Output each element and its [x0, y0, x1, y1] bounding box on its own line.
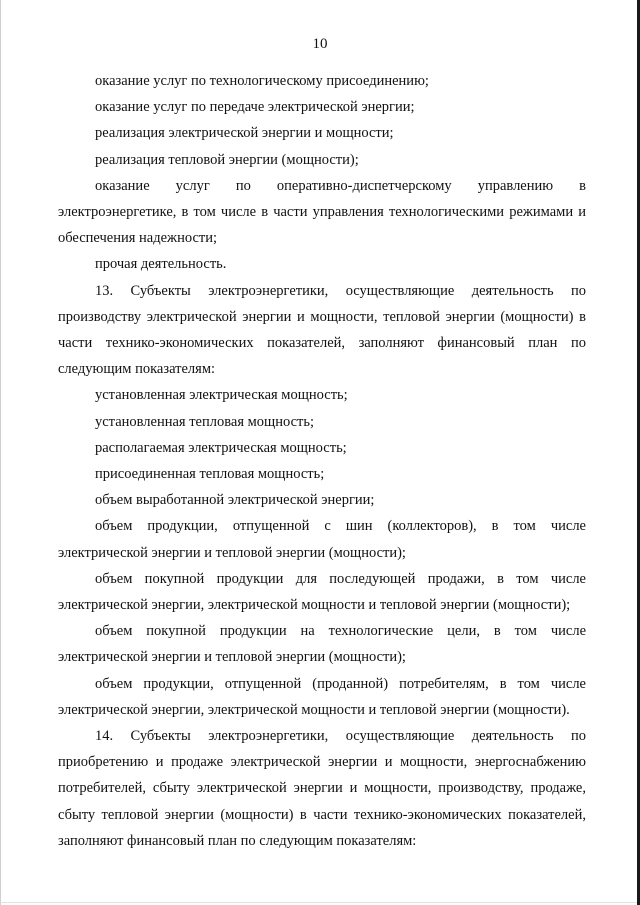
indicator-installed-heat-capacity: установленная тепловая мощность; [95, 413, 315, 430]
clause-13: 13. Субъекты электроэнергетики, осуществляющие деятельность по производству электрической энергии и мощности, тепловой энергии (мощности) в части технико-экономических показателей, заполняют финансовый план по следующим показателям: [58, 282, 586, 378]
scan-edge-left [0, 0, 1, 905]
indicator-available-electric-capacity: располагаемая электрическая мощность; [95, 439, 347, 456]
indicator-purchased-for-technological-needs: объем покупной продукции на технологические цели, в том числе электрической энергии и тепловой энергии (мощности); [58, 623, 586, 666]
list-item-electricity-sales: реализация электрической энергии и мощности; [95, 125, 394, 142]
indicator-output-from-busbars: объем продукции, отпущенной с шин (коллекторов), в том числе электрической энергии и тепловой энергии (мощности); [58, 518, 586, 561]
list-item-electricity-transmission: оказание услуг по передаче электрической энергии; [95, 99, 415, 116]
list-item-technological-connection: оказание услуг по технологическому присоединению; [95, 73, 429, 89]
list-item-other-activity: прочая деятельность. [95, 256, 227, 273]
clause-14: 14. Субъекты электроэнергетики, осуществляющие деятельность по приобретению и продаже электрической энергии и мощности, энергоснабжению потребителей, сбыту электрической энергии и мощности, производству, продаже, сбыту тепловой энергии (мощности) в части технико-экономических показателей, заполняют финансовый план по следующим показателям: [58, 728, 586, 849]
page-number: 10 [312, 36, 328, 52]
indicator-connected-heat-capacity: присоединенная тепловая мощность; [95, 466, 325, 483]
scan-bottom-edge [0, 902, 637, 903]
indicator-sold-to-consumers: объем продукции, отпущенной (проданной) потребителям, в том числе электрической энергии, электрической мощности и тепловой энергии (мощности). [58, 675, 586, 718]
list-item-dispatch-control: оказание услуг по оперативно-диспетчерскому управлению в электроэнергетике, в том числе в части управления технологическими режимами и обеспечения надежности; [58, 177, 586, 247]
list-item-heat-sales: реализация тепловой энергии (мощности); [95, 151, 359, 168]
document-body [58, 68, 586, 854]
indicator-generated-electricity: объем выработанной электрической энергии; [95, 492, 375, 509]
indicator-installed-electric-capacity: установленная электрическая мощность; [95, 387, 348, 404]
indicator-purchased-for-resale: объем покупной продукции для последующей продажи, в том числе электрической энергии, электрической мощности и тепловой энергии (мощности); [58, 570, 586, 614]
